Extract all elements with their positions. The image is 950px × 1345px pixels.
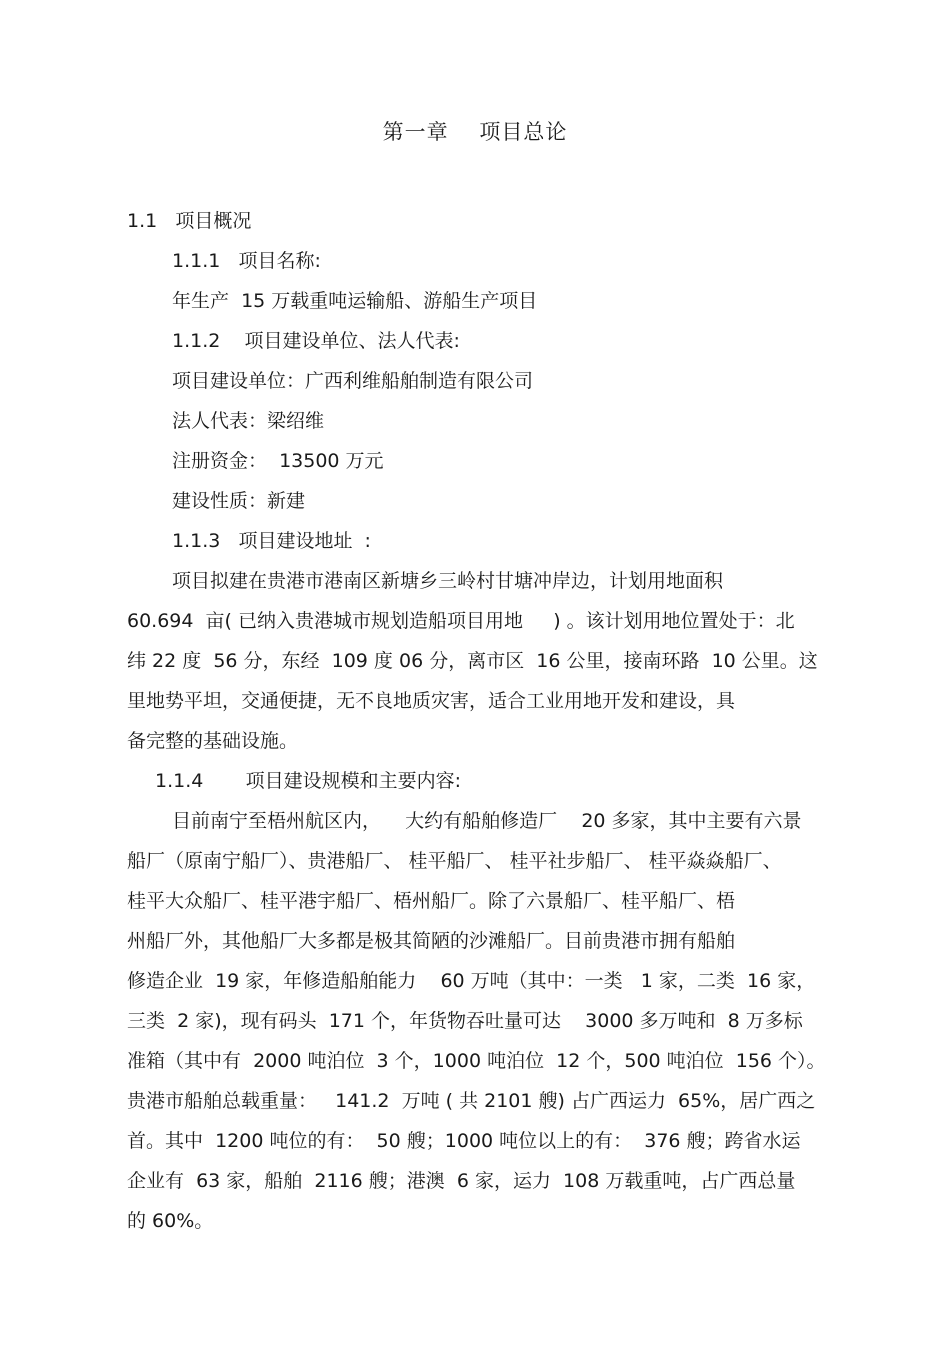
scale-paragraph-line: 的 60%。 — [127, 1210, 214, 1232]
scale-paragraph-line: 首。其中 1200 吨位的有： 50 艘；1000 吨位以上的有： 376 艘；跨省水运 — [127, 1130, 801, 1152]
scale-paragraph-line: 贵港市船舶总载重量： 141.2 万吨 ( 共 2101 艘) 占广西运力 65%，居广西之 — [127, 1090, 816, 1112]
address-paragraph-line: 项目拟建在贵港市港南区新塘乡三岭村甘塘冲岸边，计划用地面积 — [172, 570, 724, 592]
scale-paragraph-line: 准箱（其中有 2000 吨泊位 3 个，1000 吨泊位 12 个，500 吨泊位 156 个）。 — [127, 1050, 826, 1072]
scale-paragraph-line: 目前南宁至梧州航区内， 大约有船舶修造厂 20 多家，其中主要有六景 — [172, 810, 802, 832]
scale-paragraph-line: 桂平大众船厂、桂平港宇船厂、梧州船厂。除了六景船厂、桂平船厂、梧 — [127, 890, 736, 912]
address-paragraph-line: 备完整的基础设施。 — [127, 730, 299, 752]
construction-nature: 建设性质：新建 — [172, 490, 306, 512]
section-1-1-1-heading: 1.1.1 项目名称: — [172, 250, 321, 272]
section-1-1-3-heading: 1.1.3 项目建设地址 : — [172, 530, 371, 552]
scale-paragraph-line: 修造企业 19 家，年修造船舶能力 60 万吨（其中：一类 1 家，二类 16 家， — [127, 970, 816, 992]
section-1-1-2-heading: 1.1.2 项目建设单位、法人代表: — [172, 330, 460, 352]
scale-paragraph-line: 州船厂外，其他船厂大多都是极其简陋的沙滩船厂。目前贵港市拥有船舶 — [127, 930, 736, 952]
address-paragraph-line: 60.694 亩( 已纳入贵港城市规划造船项目用地 ) 。该计划用地位置处于：北 — [127, 610, 795, 632]
construction-unit: 项目建设单位：广西利维船舶制造有限公司 — [172, 370, 534, 392]
scale-paragraph-line: 三类 2 家)，现有码头 171 个，年货物吞吐量可达 3000 多万吨和 8 万多标 — [127, 1010, 803, 1032]
project-name: 年生产 15 万载重吨运输船、游船生产项目 — [172, 290, 538, 312]
section-1-1-4-heading: 1.1.4 项目建设规模和主要内容: — [155, 770, 462, 792]
address-paragraph-line: 里地势平坦，交通便捷，无不良地质灾害，适合工业用地开发和建设，具 — [127, 690, 736, 712]
address-paragraph-line: 纬 22 度 56 分，东经 109 度 06 分，离市区 16 公里，接南环路 10 公里。这 — [127, 650, 818, 672]
legal-representative: 法人代表：梁绍维 — [172, 410, 325, 432]
registered-capital: 注册资金： 13500 万元 — [172, 450, 384, 472]
scale-paragraph-line: 船厂（原南宁船厂）、贵港船厂、 桂平船厂、 桂平社步船厂、 桂平焱焱船厂、 — [127, 850, 782, 872]
scale-paragraph-line: 企业有 63 家，船舶 2116 艘；港澳 6 家，运力 108 万载重吨，占广西总量 — [127, 1170, 796, 1192]
chapter-title: 第一章 项目总论 — [382, 120, 568, 144]
section-1-1-heading: 1.1 项目概况 — [127, 210, 252, 232]
